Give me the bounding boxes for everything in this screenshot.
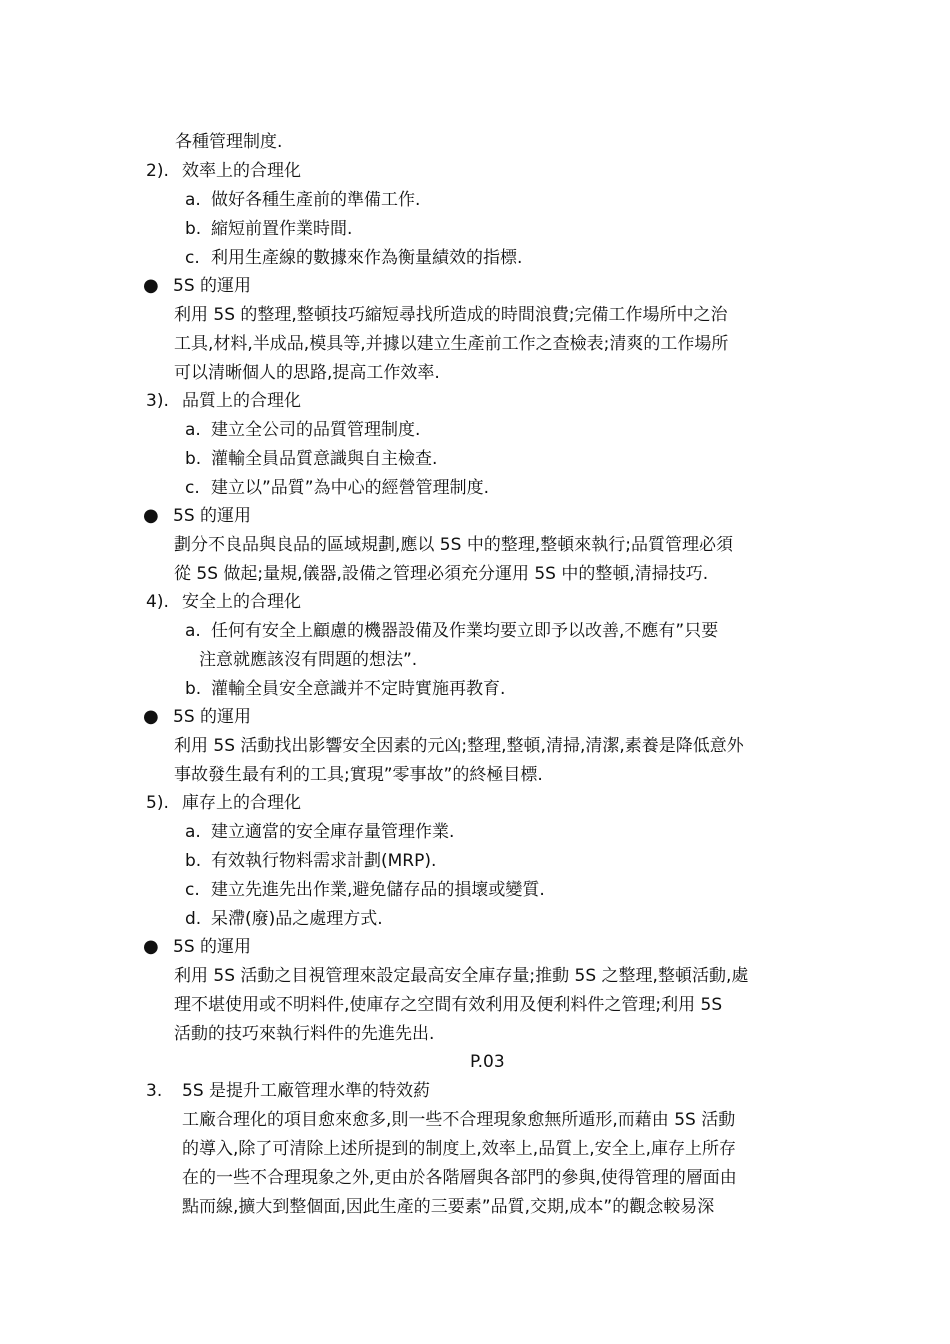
body-text: 工廠合理化的項目愈來愈多,則一些不合理現象愈無所遁形,而藉由 5S 活動	[182, 1110, 736, 1130]
list-item: b. 灌輸全員安全意識并不定時實施再教育.	[185, 676, 505, 702]
section-number: 3).	[146, 391, 169, 411]
bullet-heading: ● 5S 的運用	[143, 704, 251, 730]
body-text: 利用 5S 的整理,整頓技巧縮短尋找所造成的時間浪費;完備工作場所中之治	[174, 305, 728, 325]
section-number: 2).	[146, 161, 169, 181]
section-heading-quality: 3). 品質上的合理化	[146, 388, 301, 414]
body-text: 從 5S 做起;量規,儀器,設備之管理必須充分運用 5S 中的整頓,清掃技巧.	[174, 564, 709, 584]
item-letter: a.	[185, 822, 201, 842]
list-item: c. 利用生產線的數據來作為衡量績效的指標.	[185, 245, 522, 271]
body-text: 活動的技巧來執行料件的先進先出.	[174, 1024, 435, 1044]
item-letter: b.	[185, 851, 202, 871]
bullet-dot-icon: ●	[143, 505, 159, 526]
body-text: 在的一些不合理現象之外,更由於各階層與各部門的參與,使得管理的層面由	[182, 1168, 737, 1188]
bullet-heading: ● 5S 的運用	[143, 273, 251, 299]
list-item-continuation: 注意就應該沒有問題的想法”.	[199, 650, 418, 670]
item-letter: b.	[185, 679, 202, 699]
bullet-heading: ● 5S 的運用	[143, 503, 251, 529]
body-text: 的導入,除了可清除上述所提到的制度上,效率上,品質上,安全上,庫存上所存	[182, 1139, 737, 1159]
section-heading-inventory: 5). 庫存上的合理化	[146, 790, 301, 816]
bullet-dot-icon: ●	[143, 706, 159, 727]
item-letter: b.	[185, 449, 202, 469]
body-text: 利用 5S 活動之目視管理來設定最高安全庫存量;推動 5S 之整理,整頓活動,處	[174, 966, 749, 986]
list-item: a. 做好各種生產前的準備工作.	[185, 187, 420, 213]
body-text: 點而線,擴大到整個面,因此生產的三要素”品質,交期,成本”的觀念較易深	[182, 1197, 715, 1217]
list-item: a. 建立全公司的品質管理制度.	[185, 417, 420, 443]
item-letter: a.	[185, 621, 201, 641]
page-number: P.03	[470, 1052, 505, 1072]
body-text: 可以清晰個人的思路,提高工作效率.	[174, 363, 440, 383]
list-item: b. 灌輸全員品質意識與自主檢查.	[185, 446, 437, 472]
section-number: 4).	[146, 592, 169, 612]
body-text: 利用 5S 活動找出影響安全因素的元凶;整理,整頓,清掃,清潔,素養是降低意外	[174, 736, 744, 756]
list-item: c. 建立以”品質”為中心的經營管理制度.	[185, 475, 489, 501]
section-number: 5).	[146, 793, 169, 813]
item-letter: a.	[185, 190, 201, 210]
list-item: d. 呆滯(廢)品之處理方式.	[185, 906, 383, 932]
list-item: b. 縮短前置作業時間.	[185, 216, 352, 242]
bullet-dot-icon: ●	[143, 275, 159, 296]
section-number: 3.	[146, 1081, 163, 1101]
item-letter: b.	[185, 219, 202, 239]
list-item: a. 任何有安全上顧慮的機器設備及作業均要立即予以改善,不應有”只要	[185, 618, 718, 644]
bullet-dot-icon: ●	[143, 936, 159, 957]
body-text: 工具,材料,半成品,模具等,并據以建立生產前工作之查檢表;清爽的工作場所	[174, 334, 729, 354]
paragraph-continuation: 各種管理制度.	[175, 132, 283, 152]
list-item: c. 建立先進先出作業,避免儲存品的損壞或變質.	[185, 877, 545, 903]
body-text: 劃分不良品與良品的區域規劃,應以 5S 中的整理,整頓來執行;品質管理必須	[174, 535, 733, 555]
list-item: a. 建立適當的安全庫存量管理作業.	[185, 819, 454, 845]
bullet-heading: ● 5S 的運用	[143, 934, 251, 960]
item-letter: a.	[185, 420, 201, 440]
body-text: 事故發生最有利的工具;實現”零事故”的終極目標.	[174, 765, 543, 785]
section-heading-safety: 4). 安全上的合理化	[146, 589, 301, 615]
item-letter: c.	[185, 880, 200, 900]
section-heading-main-3: 3. 5S 是提升工廠管理水準的特效葯	[146, 1078, 430, 1104]
body-text: 理不堪使用或不明料件,使庫存之空間有效利用及便利料件之管理;利用 5S	[174, 995, 723, 1015]
item-letter: c.	[185, 248, 200, 268]
item-letter: c.	[185, 478, 200, 498]
item-letter: d.	[185, 909, 202, 929]
list-item: b. 有效執行物料需求計劃(MRP).	[185, 848, 436, 874]
section-heading-efficiency: 2). 效率上的合理化	[146, 158, 301, 184]
